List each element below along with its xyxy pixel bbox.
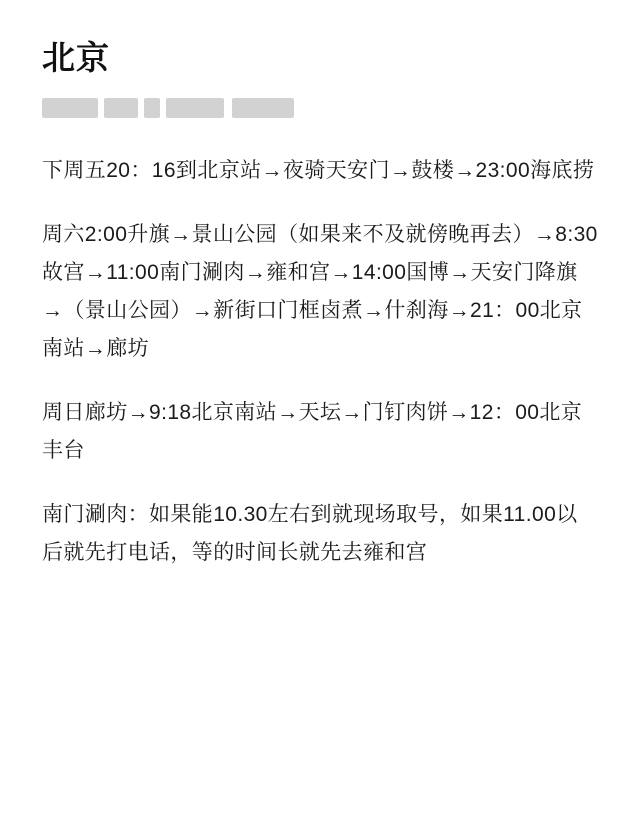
redaction-block <box>166 98 224 118</box>
paragraph-3: 周日廊坊→9:18北京南站→天坛→门钉肉饼→12：00北京丰台 <box>42 401 583 462</box>
redaction-block <box>104 98 138 118</box>
paragraph-1: 下周五20：16到北京站→夜骑天安门→鼓楼→23:00海底捞 <box>42 159 595 182</box>
redaction-block <box>144 98 160 118</box>
document-body <box>42 152 598 572</box>
paragraph-2: 周六2:00升旗→景山公园（如果来不及就傍晚再去）→8:30故宫→11:00南门涮肉→雍和宫→14:00国博→天安门降旗→（景山公园）→新街口门框卤煮→什刹海→21：00北京南站→廊坊 <box>42 223 598 360</box>
paragraph-4: 南门涮肉：如果能10.30左右到就现场取号，如果11.00以后就先打电话，等的时间长就先去雍和宫 <box>42 503 578 564</box>
redacted-subtitle <box>42 98 294 118</box>
redaction-block <box>232 98 294 118</box>
redaction-block <box>42 98 98 118</box>
page-title: 北京 <box>42 39 110 76</box>
